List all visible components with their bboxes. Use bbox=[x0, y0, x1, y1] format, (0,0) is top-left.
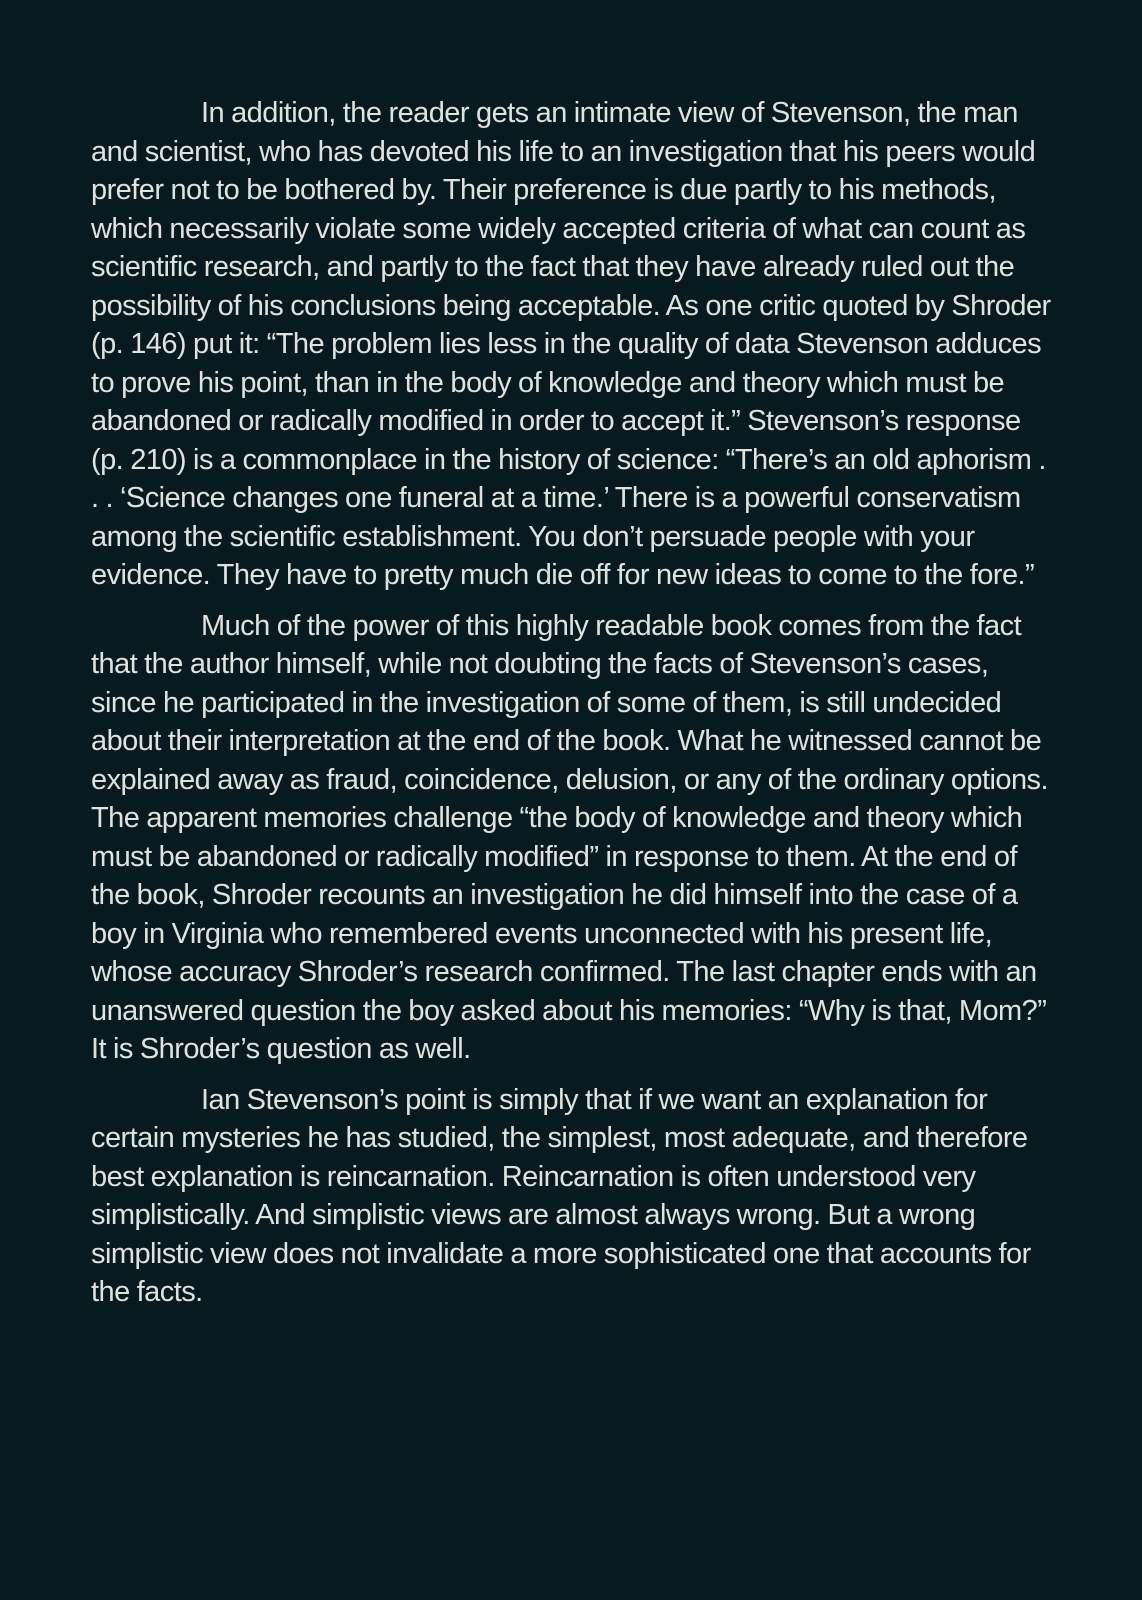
paragraph-2: Much of the power of this highly readable book comes from the fact that the author himself, while not doubting the facts of Stevenson’s cases, since he participated in the investigation of some of them, is still undecided about their interpretation at the end of the book. What he witnessed cannot be explained away as fraud, coincidence, delusion, or any of the ordinary options. The apparent memories challenge “the body of knowledge and theory which must be abandoned or radically modified” in response to them. At the end of the book, Shroder recounts an investigation he did himself into the case of a boy in Virginia who remembered events unconnected with his present life, whose accuracy Shroder’s research confirmed. The last chapter ends with an unanswered question the boy asked about his memories: “Why is that, Mom?” It is Shroder’s question as well. bbox=[91, 609, 1049, 1065]
paragraph-1: In addition, the reader gets an intimate view of Stevenson, the man and scientist, who has devoted his life to an investigation that his peers would prefer not to be bothered by. Their preference is due partly to his methods, which necessarily violate some widely accepted criteria of what can count as scientific research, and partly to the fact that they have already ruled out the possibility of his conclusions being acceptable. As one critic quoted by Shroder (p. 146) put it: “The problem lies less in the quality of data Stevenson adduces to prove his point, than in the body of knowledge and theory which must be abandoned or radically modified in order to accept it.” Stevenson’s response (p. 210) is a commonplace in the history of science: “There’s an old aphorism . . . ‘Science changes one funeral at a time.’ There is a powerful conservatism among the scientific establishment. You don’t persuade people with your evidence. They have to pretty much die off for new ideas to come to the fore.” bbox=[91, 97, 1051, 591]
paragraph-3: Ian Stevenson’s point is simply that if we want an explanation for certain mysteries he has studied, the simplest, most adequate, and therefore best explanation is reincarnation. Reincarnation is often understood very simplistically. And simplistic views are almost always wrong. But a wrong simplistic view does not invalidate a more sophisticated one that accounts for the facts. bbox=[91, 1083, 1031, 1308]
body-text bbox=[91, 94, 1051, 1324]
